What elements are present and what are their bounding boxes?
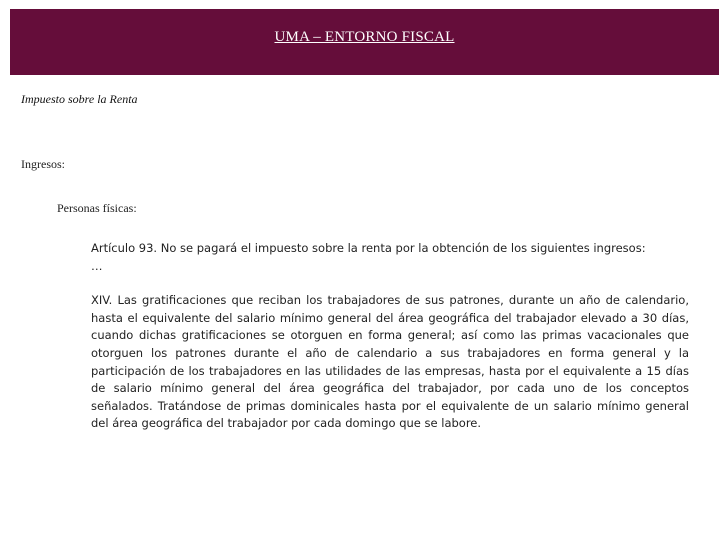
ingresos-label: Ingresos: xyxy=(21,157,65,171)
section-title: Impuesto sobre la Renta xyxy=(21,92,138,106)
header-banner xyxy=(10,9,719,75)
article-body: XIV. Las gratificaciones que reciban los trabajadores de sus patrones, durante un año de calendario, hasta el equivalente del salario mínimo general del área geográfica del trabajador elevado a 30 días, cuando dichas gratificaciones se otorguen en forma general; así como las primas vacacionales que otorguen los patrones durante el año de calendario a sus trabajadores en forma general y la participación de los trabajadores en las utilidades de las empresas, hasta por el equivalente a 15 días de salario mínimo general del área geográfica del trabajador, por cada uno de los conceptos señalados. Tratándose de primas dominicales hasta por el equivalente de un salario mínimo general del área geográfica del trabajador por cada domingo que se labore. xyxy=(91,293,689,431)
personas-fisicas-label: Personas físicas: xyxy=(57,201,137,215)
article-ellipsis: … xyxy=(91,258,103,273)
article-heading: Artículo 93. No se pagará el impuesto sobre la renta por la obtención de los siguientes ingresos: xyxy=(91,241,646,255)
header-title: UMA – ENTORNO FISCAL xyxy=(274,29,455,45)
article-block xyxy=(91,240,689,433)
